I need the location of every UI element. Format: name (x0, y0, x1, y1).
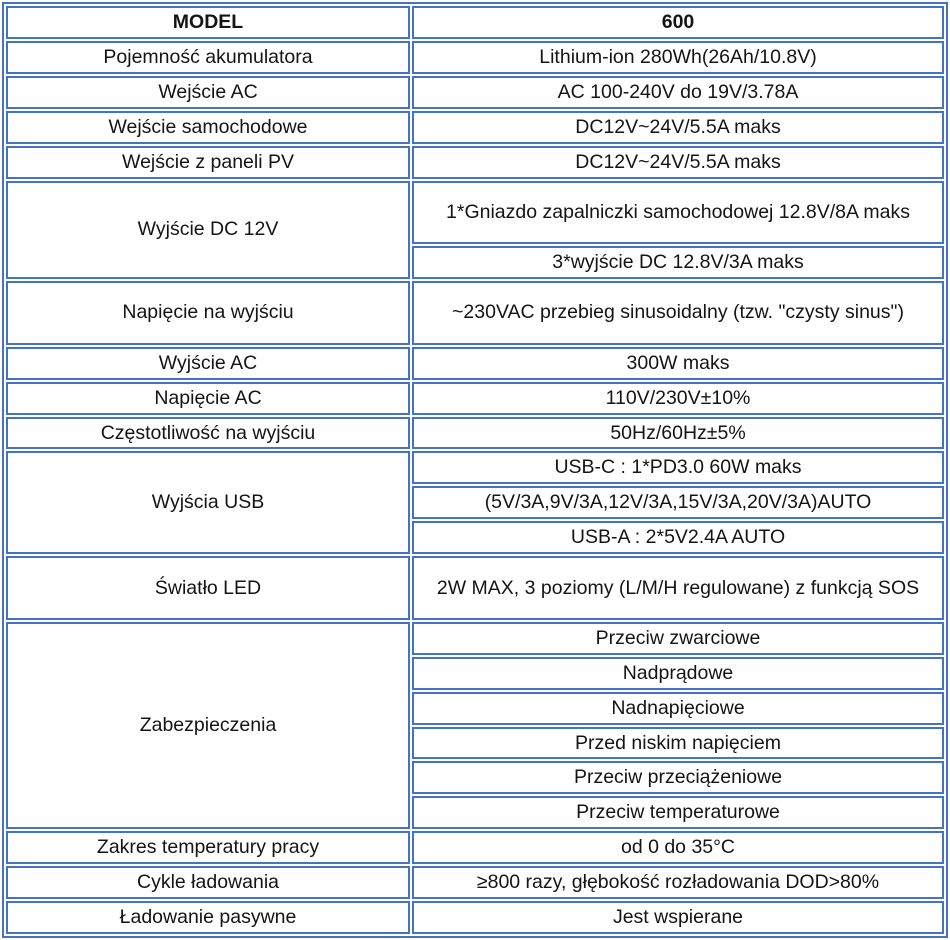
spec-row (6, 181, 944, 245)
spec-value-cell: ~230VAC przebieg sinusoidalny (tzw. "czysty sinus") (412, 281, 944, 345)
spec-value-cell: USB-C : 1*PD3.0 60W maks (412, 451, 944, 484)
spec-label-cell: Wejście samochodowe (6, 111, 410, 144)
spec-value-cell: 110V/230V±10% (412, 382, 944, 415)
spec-row (6, 382, 944, 415)
spec-label-cell: Pojemność akumulatora (6, 41, 410, 74)
spec-row (6, 347, 944, 380)
spec-value-cell: Przeciw przeciążeniowe (412, 761, 944, 794)
spec-label-cell: Wejście z paneli PV (6, 146, 410, 179)
spec-row (6, 451, 944, 484)
spec-label-cell: Cykle ładowania (6, 866, 410, 899)
spec-value-cell: 1*Gniazdo zapalniczki samochodowej 12.8V/8A maks (412, 181, 944, 245)
spec-value-cell: Nadnapięciowe (412, 692, 944, 725)
spec-row (6, 622, 944, 655)
spec-label-cell: Napięcie AC (6, 382, 410, 415)
spec-value-cell: USB-A : 2*5V2.4A AUTO (412, 521, 944, 554)
spec-label-cell: Wyjścia USB (6, 451, 410, 554)
spec-row (6, 76, 944, 109)
spec-row (6, 417, 944, 450)
spec-label-cell: Wejście AC (6, 76, 410, 109)
spec-value-cell: Przed niskim napięciem (412, 727, 944, 760)
spec-value-cell: Lithium-ion 280Wh(26Ah/10.8V) (412, 41, 944, 74)
spec-label-cell: Napięcie na wyjściu (6, 281, 410, 345)
spec-label-cell: Zakres temperatury pracy (6, 831, 410, 864)
spec-value-cell: AC 100-240V do 19V/3.78A (412, 76, 944, 109)
spec-row (6, 281, 944, 345)
spec-row (6, 111, 944, 144)
spec-label-cell: Wyjście DC 12V (6, 181, 410, 280)
spec-label-cell: Zabezpieczenia (6, 622, 410, 829)
spec-row (6, 41, 944, 74)
spec-value-cell: Przeciw temperaturowe (412, 796, 944, 829)
spec-value-cell: 300W maks (412, 347, 944, 380)
spec-header-row (6, 6, 944, 39)
spec-label-cell: Wyjście AC (6, 347, 410, 380)
spec-table (2, 2, 948, 938)
spec-row (6, 556, 944, 620)
spec-value-cell: 3*wyjście DC 12.8V/3A maks (412, 246, 944, 279)
spec-row (6, 831, 944, 864)
spec-value-cell: Nadprądowe (412, 657, 944, 690)
spec-value-cell: 50Hz/60Hz±5% (412, 417, 944, 450)
spec-value-cell: od 0 do 35°C (412, 831, 944, 864)
spec-value-cell: ≥800 razy, głębokość rozładowania DOD>80% (412, 866, 944, 899)
spec-label-cell: Częstotliwość na wyjściu (6, 417, 410, 450)
model-header-cell: MODEL (6, 6, 410, 39)
spec-value-cell: DC12V~24V/5.5A maks (412, 146, 944, 179)
spec-label-cell: Ładowanie pasywne (6, 901, 410, 934)
spec-value-cell: Jest wspierane (412, 901, 944, 934)
spec-value-cell: (5V/3A,9V/3A,12V/3A,15V/3A,20V/3A)AUTO (412, 486, 944, 519)
spec-row (6, 866, 944, 899)
spec-value-cell: Przeciw zwarciowe (412, 622, 944, 655)
spec-row (6, 901, 944, 934)
spec-value-cell: DC12V~24V/5.5A maks (412, 111, 944, 144)
spec-label-cell: Światło LED (6, 556, 410, 620)
spec-row (6, 146, 944, 179)
model-value-cell: 600 (412, 6, 944, 39)
spec-value-cell: 2W MAX, 3 poziomy (L/M/H regulowane) z funkcją SOS (412, 556, 944, 620)
